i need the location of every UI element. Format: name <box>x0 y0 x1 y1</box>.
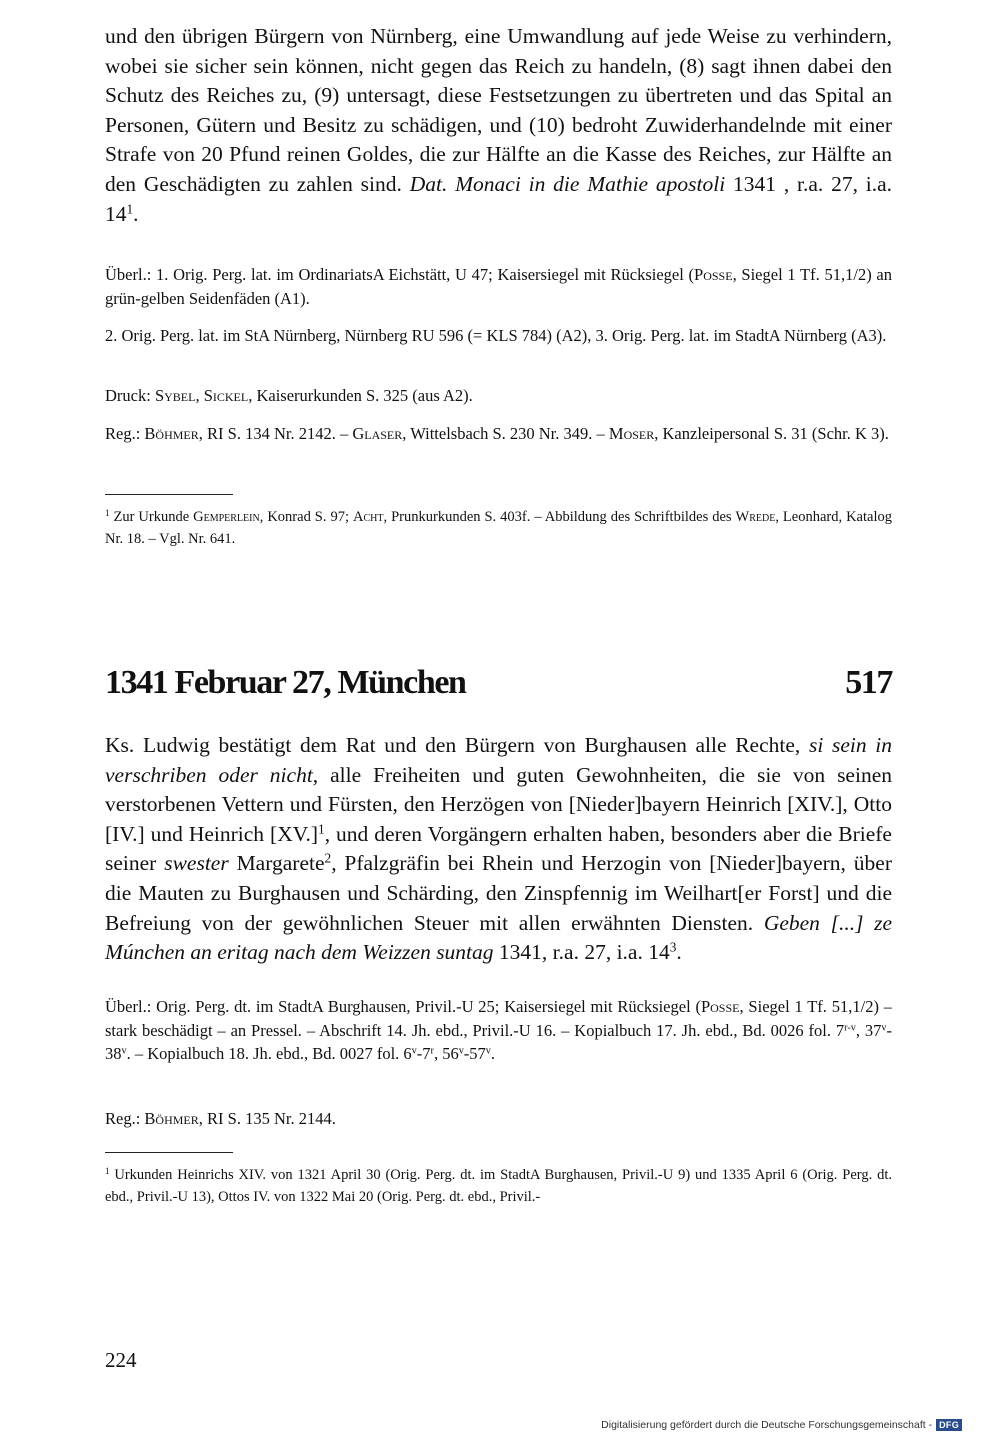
prev-entry-body: und den übrigen Bürgern von Nürnberg, eine Umwandlung auf jede Weise zu verhindern, wobei sie sicher sein können, nicht gegen das Reich zu handeln, (8) sagt ihnen dabei den Schutz des Reiches zu, (9) untersagt, diese Festsetzungen zu übertreten und das Spital an Personen, Gütern und Besitz zu schädigen, und (10) bedroht Zuwiderhandelnde mit einer Strafe von 20 Pfund reinen Goldes, die zur Hälfte an die Kasse des Reiches, zur Hälfte an den Geschädigten zu zahlen sind. Dat. Monaci in die Mathie apostoli 1341 , r.a. 27, i.a. $14^1$. <box>105 24 893 226</box>
entry-body: Ks. Ludwig bestätigt dem Rat und den Bürgern von Burghausen alle Rechte, si sein in verschriben oder nicht, alle Freiheiten und guten Gewohnheiten, die sie von seinen verstorbenen Vettern und Fürsten, den Herzögen von [Nieder]bayern Heinrich [XIV.], Otto [IV.] und Heinrich $[XV.]^1$, und deren Vorgängern erhalten haben, besonders aber die Briefe seiner swester Margarete$^2$, Pfalzgräfin bei Rhein und Herzogin von [Nieder]bayern, über die Mauten zu Burghausen und Schärding, den Zinspfennig im Weilhart[er Forst] und die Befreiung von der gewöhnlichen Steuer mit allen erwähnten Diensten. Geben [...] ze Múnchen an eritag nach dem Weizzen suntag 1341, r.a. 27, i.a. $14^3$. <box>105 733 892 965</box>
entry-ueberlieferung: Überl.: Orig. Perg. dt. im StadtA Burghausen, Privil.-U 25; Kaisersiegel mit Rücksiegel (Posse, Siegel 1 Tf. 51,1/2) – stark beschädigt – an Pressel. – Abschrift 14. Jh. ebd., Privil.-U 16. – Kopialbuch 17. Jh. ebd., Bd. 0026 fol. 7$^{r-v}$, 37$^v$-38$^v$. – Kopialbuch 18. Jh. ebd., Bd. 0027 fol. 6$^v$-7$^r$, 56$^v$-57$^v$. <box>105 997 893 1063</box>
footnote-divider <box>105 494 233 495</box>
entry-footnote: $^1$ Urkunden Heinrichs XIV. von 1321 April 30 (Orig. Perg. dt. im StadtA Burghausen, Privil.-U 9) und 1335 April 6 (Orig. Perg. dt. ebd., Privil.-U 13), Ottos IV. von 1322 Mai 20 (Orig. Perg. dt. ebd., Privil.- <box>105 1166 892 1205</box>
prev-ueberlieferung-1: Überl.: 1. Orig. Perg. lat. im OrdinariatsA Eichstätt, U 47; Kaisersiegel mit Rücksiegel (Posse, Siegel 1 Tf. 51,1/2) an grün-gelben Seidenfäden (A1). <box>105 265 892 308</box>
dfg-logo: DFG <box>936 1419 962 1431</box>
footnote-ref: 3 <box>669 939 677 955</box>
entry-title: 1341 Februar 27, München <box>105 664 466 701</box>
prev-druck: Druck: Sybel, Sickel, Kaiserurkunden S. 325 (aus A2). <box>105 386 473 405</box>
prev-ueberlieferung-2: 2. Orig. Perg. lat. im StA Nürnberg, Nürnberg RU 596 (= KLS 784) (A2), 3. Orig. Perg. lat. im StadtA Nürnberg (A3). <box>105 326 887 345</box>
footnote-divider <box>105 1152 233 1153</box>
page-number: 224 <box>105 1348 137 1372</box>
prev-regesten: Reg.: Böhmer, RI S. 134 Nr. 2142. – Glaser, Wittelsbach S. 230 Nr. 349. – Moser, Kanzleipersonal S. 31 (Schr. K 3). <box>105 424 889 443</box>
entry-heading <box>105 664 892 708</box>
dating-clause: Dat. Monaci in die Mathie apostoli <box>409 171 726 196</box>
entry-regesten: Reg.: Böhmer, RI S. 135 Nr. 2144. <box>105 1109 336 1128</box>
footnote-ref: 2 <box>324 851 332 867</box>
entry-number: 517 <box>845 664 892 701</box>
digitization-credit: Digitalisierung gefördert durch die Deutsche Forschungsgemeinschaft - DFG <box>601 1419 962 1431</box>
prev-footnote: $^1$ Zur Urkunde Gemperlein, Konrad S. 97; Acht, Prunkurkunden S. 403f. – Abbildung des Schriftbildes des Wrede, Leonhard, Katalog Nr. 18. – Vgl. Nr. 641. <box>105 508 892 547</box>
footnote-ref: 1 <box>318 821 325 837</box>
footnote-ref: 1 <box>126 201 134 217</box>
